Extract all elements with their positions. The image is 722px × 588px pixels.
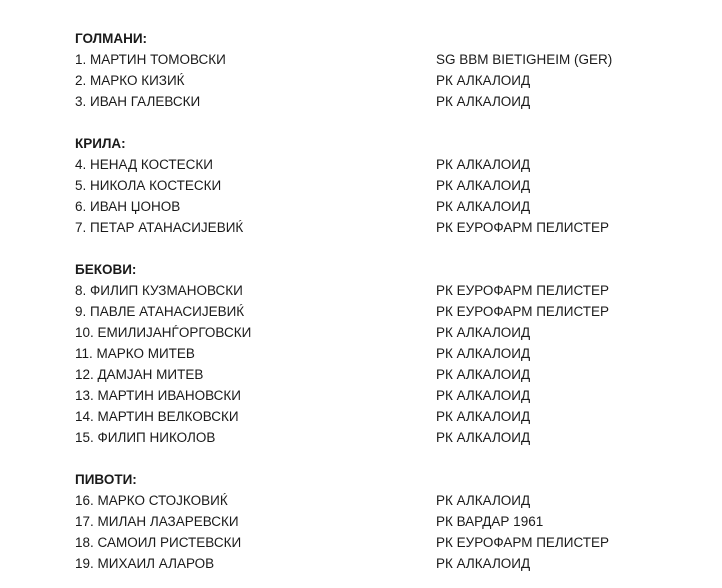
player-club: РК АЛКАЛОИД	[436, 367, 531, 382]
player-row	[75, 196, 695, 217]
player-club: РК ЕУРОФАРМ ПЕЛИСТЕР	[436, 535, 610, 550]
player-club: РК АЛКАЛОИД	[436, 73, 531, 88]
player-name: 16. МАРКО СТОЈКОВИЌ	[75, 493, 228, 508]
player-club: РК АЛКАЛОИД	[436, 178, 531, 193]
player-name: 3. ИВАН ГАЛЕВСКИ	[75, 94, 201, 109]
player-row	[75, 49, 695, 70]
player-name: 17. МИЛАН ЛАЗАРЕВСКИ	[75, 514, 239, 529]
player-name: 13. МАРТИН ИВАНОВСКИ	[75, 388, 242, 403]
section-wings	[75, 133, 695, 238]
player-club: РК АЛКАЛОИД	[436, 493, 531, 508]
player-row	[75, 385, 695, 406]
player-club: РК АЛКАЛОИД	[436, 430, 531, 445]
section-heading: ПИВОТИ:	[75, 472, 137, 487]
player-row	[75, 175, 695, 196]
player-name: 7. ПЕТАР АТАНАСИЈЕВИЌ	[75, 220, 244, 235]
player-club: SG BBM BIETIGHEIM (GER)	[436, 52, 613, 67]
player-club: РК АЛКАЛОИД	[436, 325, 531, 340]
player-club: РК ЕУРОФАРМ ПЕЛИСТЕР	[436, 304, 610, 319]
player-row	[75, 217, 695, 238]
section-goalkeepers	[75, 28, 695, 112]
player-club: РК АЛКАЛОИД	[436, 388, 531, 403]
player-name: 19. МИХАИЛ АЛАРОВ	[75, 556, 215, 571]
player-row	[75, 301, 695, 322]
player-club: РК АЛКАЛОИД	[436, 409, 531, 424]
section-heading: БЕКОВИ:	[75, 262, 137, 277]
player-name: 15. ФИЛИП НИКОЛОВ	[75, 430, 216, 445]
player-name: 9. ПАВЛЕ АТАНАСИЈЕВИЌ	[75, 304, 245, 319]
player-club: РК ВАРДАР 1961	[436, 514, 544, 529]
player-club: РК АЛКАЛОИД	[436, 199, 531, 214]
player-name: 10. ЕМИЛИЈАНЃОРГОВСКИ	[75, 325, 252, 340]
player-name: 1. МАРТИН ТОМОВСКИ	[75, 52, 226, 67]
player-row	[75, 553, 695, 574]
player-name: 12. ДАМЈАН МИТЕВ	[75, 367, 204, 382]
player-name: 5. НИКОЛА КОСТЕСКИ	[75, 178, 222, 193]
player-name: 4. НЕНАД КОСТЕСКИ	[75, 157, 213, 172]
section-heading: КРИЛА:	[75, 136, 126, 151]
section-backs	[75, 259, 695, 448]
player-row	[75, 322, 695, 343]
player-club: РК АЛКАЛОИД	[436, 346, 531, 361]
player-club: РК ЕУРОФАРМ ПЕЛИСТЕР	[436, 220, 610, 235]
player-row	[75, 364, 695, 385]
player-row	[75, 406, 695, 427]
player-club: РК АЛКАЛОИД	[436, 94, 531, 109]
player-row	[75, 154, 695, 175]
player-row	[75, 280, 695, 301]
player-row	[75, 511, 695, 532]
player-name: 2. МАРКО КИЗИЌ	[75, 73, 185, 88]
player-row	[75, 490, 695, 511]
section-pivots	[75, 469, 695, 574]
player-club: РК АЛКАЛОИД	[436, 157, 531, 172]
player-name: 18. САМОИЛ РИСТЕВСКИ	[75, 535, 242, 550]
section-heading: ГОЛМАНИ:	[75, 31, 148, 46]
player-name: 11. МАРКО МИТЕВ	[75, 346, 195, 361]
player-name: 6. ИВАН ЏОНОВ	[75, 199, 181, 214]
player-row	[75, 91, 695, 112]
player-row	[75, 532, 695, 553]
player-name: 8. ФИЛИП КУЗМАНОВСКИ	[75, 283, 243, 298]
player-club: РК ЕУРОФАРМ ПЕЛИСТЕР	[436, 283, 610, 298]
player-row	[75, 343, 695, 364]
player-row	[75, 70, 695, 91]
player-club: РК АЛКАЛОИД	[436, 556, 531, 571]
player-name: 14. МАРТИН ВЕЛКОВСКИ	[75, 409, 239, 424]
player-row	[75, 427, 695, 448]
